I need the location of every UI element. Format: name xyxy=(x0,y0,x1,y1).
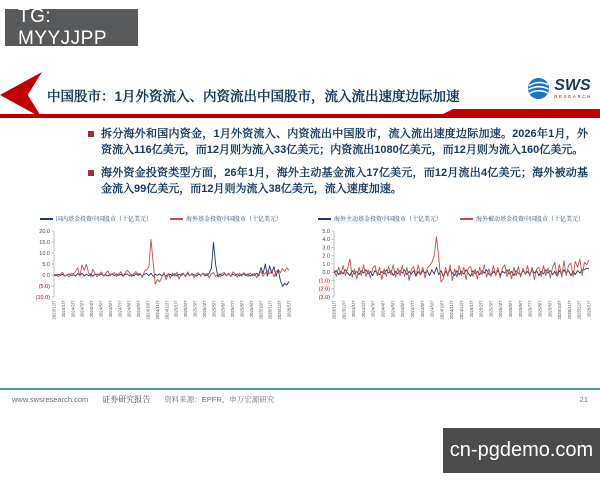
footer-url: www.swsresearch.com xyxy=(12,395,89,404)
x-axis-tick-label: 2023/11/7 xyxy=(331,300,337,320)
chart-active-vs-passive-funds xyxy=(308,214,594,359)
x-axis-tick-label: 2025/11/7 xyxy=(566,300,572,320)
x-axis-tick-label: 2024/10/7 xyxy=(439,300,445,320)
legend-line-swatch xyxy=(318,218,331,220)
bullet-item xyxy=(88,166,588,197)
y-axis-tick-label: (1.0) xyxy=(318,278,330,285)
y-axis-tick-label: 0.0 xyxy=(42,272,50,279)
x-axis-tick-label: 2024/7/7 xyxy=(117,300,123,318)
legend-label: 国内基金投资中国股市（十亿美元） xyxy=(55,217,152,223)
legend-item xyxy=(170,214,282,223)
slide-footer xyxy=(0,388,600,405)
x-axis-tick-label: 2026/1/7 xyxy=(286,300,292,318)
x-axis-tick-label: 2025/10/7 xyxy=(258,300,264,320)
chart-legend xyxy=(28,214,294,223)
x-axis-tick-label: 2023/12/7 xyxy=(341,300,347,320)
series-line xyxy=(54,239,289,284)
x-axis-tick-label: 2024/2/7 xyxy=(360,300,366,318)
x-axis-tick-label: 2025/5/7 xyxy=(211,300,217,318)
chart-legend xyxy=(308,214,594,223)
x-axis-tick-label: 2025/2/7 xyxy=(183,300,189,318)
x-axis-tick-label: 2024/2/7 xyxy=(70,300,76,318)
x-axis-tick-label: 2025/4/7 xyxy=(498,300,504,318)
header-red-band-accent xyxy=(435,109,600,118)
chart-domestic-vs-overseas-funds xyxy=(28,214,294,359)
x-axis-tick-label: 2025/4/7 xyxy=(201,300,207,318)
footer-source: 资料来源：EPFR，申万宏源研究 xyxy=(164,395,275,404)
y-axis-tick-label: 2.0 xyxy=(322,253,330,260)
x-axis-tick-label: 2025/10/7 xyxy=(557,300,563,320)
x-axis-tick-label: 2024/1/7 xyxy=(351,300,357,318)
x-axis-tick-label: 2024/6/7 xyxy=(107,300,113,318)
site-watermark-badge: cn-pgdemo.com xyxy=(443,428,600,473)
y-axis-tick-label: 4.0 xyxy=(322,237,330,244)
logo-text xyxy=(554,78,592,100)
x-axis-tick-label: 2024/11/7 xyxy=(154,300,160,320)
x-axis-tick-label: 2024/3/7 xyxy=(79,300,85,318)
x-axis-tick-label: 2024/3/7 xyxy=(370,300,376,318)
bullet-square-icon xyxy=(88,131,94,137)
x-axis-tick-label: 2025/1/7 xyxy=(173,300,179,318)
sws-logo xyxy=(527,77,592,100)
x-axis-tick-label: 2024/7/7 xyxy=(409,300,415,318)
legend-line-swatch xyxy=(40,218,53,220)
legend-item xyxy=(318,214,442,223)
x-axis-tick-label: 2025/12/7 xyxy=(277,300,283,320)
y-axis-tick-label: 5.0 xyxy=(42,261,50,268)
logo-name: SWS xyxy=(554,76,591,94)
bullet-square-icon xyxy=(88,170,94,176)
y-axis-tick-label: 5.0 xyxy=(322,228,330,235)
red-chevron-arrow-icon xyxy=(0,72,42,118)
legend-label: 海外被动基金投资中国股市（十亿美元） xyxy=(476,217,585,223)
bullet-text: 拆分海外和国内资金，1月外资流入、内资流出中国股市，流入流出速度边际加速。2026年1月，外资流入116亿美元，而12月则为流入33亿美元；内资流出1080亿美元，而12月则为流入160亿美元。 xyxy=(101,128,588,156)
x-axis-tick-label: 2025/2/7 xyxy=(478,300,484,318)
x-axis-tick-label: 2024/8/7 xyxy=(419,300,425,318)
x-axis-tick-label: 2024/9/7 xyxy=(429,300,435,318)
charts-row xyxy=(28,214,594,359)
x-axis-tick-label: 2024/11/7 xyxy=(449,300,455,320)
x-axis-tick-label: 2024/9/7 xyxy=(136,300,142,318)
x-axis-tick-label: 2024/5/7 xyxy=(390,300,396,318)
x-axis-tick-label: 2025/8/7 xyxy=(239,300,245,318)
x-axis-tick-label: 2025/8/7 xyxy=(537,300,543,318)
x-axis-tick-label: 2023/12/7 xyxy=(51,300,57,320)
legend-line-swatch xyxy=(460,218,473,220)
legend-item xyxy=(460,214,584,223)
x-axis-tick-label: 2026/1/7 xyxy=(586,300,592,318)
x-axis-tick-label: 2024/6/7 xyxy=(400,300,406,318)
footer-report-type: 证券研究报告 xyxy=(102,395,151,404)
y-axis-tick-label: 10.0 xyxy=(39,250,50,257)
y-axis-tick-label: 20.0 xyxy=(39,228,50,235)
x-axis-tick-label: 2025/6/7 xyxy=(220,300,226,318)
y-axis-tick-label: (10.0) xyxy=(35,294,50,301)
x-axis-tick-label: 2025/9/7 xyxy=(547,300,553,318)
sws-globe-icon xyxy=(527,77,550,100)
legend-label: 海外基金投资中国股市（十亿美元） xyxy=(186,217,283,223)
legend-line-swatch xyxy=(170,218,183,220)
y-axis-tick-label: (5.0) xyxy=(38,283,50,290)
x-axis-tick-label: 2025/1/7 xyxy=(468,300,474,318)
x-axis-tick-label: 2025/7/7 xyxy=(527,300,533,318)
series-line xyxy=(54,242,289,286)
chart-canvas xyxy=(28,227,294,359)
y-axis-tick-label: 0.0 xyxy=(322,270,330,277)
x-axis-tick-label: 2024/4/7 xyxy=(89,300,95,318)
x-axis-tick-label: 2025/7/7 xyxy=(230,300,236,318)
x-axis-tick-label: 2024/8/7 xyxy=(126,300,132,318)
bullet-item xyxy=(88,127,588,158)
x-axis-tick-label: 2024/5/7 xyxy=(98,300,104,318)
x-axis-tick-label: 2025/3/7 xyxy=(488,300,494,318)
page-title: 中国股市：1月外资流入、内资流出中国股市，流入流出速度边际加速 xyxy=(47,89,460,104)
y-axis-tick-label: 1.0 xyxy=(322,261,330,268)
tg-watermark-badge: TG: MYYJJPP xyxy=(5,9,138,46)
x-axis-tick-label: 2025/11/7 xyxy=(267,300,273,320)
x-axis-tick-label: 2024/10/7 xyxy=(145,300,151,320)
x-axis-tick-label: 2025/12/7 xyxy=(576,300,582,320)
y-axis-tick-label: 15.0 xyxy=(39,239,50,246)
logo-subtitle: RESEARCH xyxy=(554,93,592,99)
bullet-list xyxy=(88,127,588,205)
page-number: 21 xyxy=(579,395,588,404)
x-axis-tick-label: 2024/1/7 xyxy=(60,300,66,318)
x-axis-tick-label: 2025/5/7 xyxy=(508,300,514,318)
legend-label: 海外主动基金投资中国股市（十亿美元） xyxy=(333,217,442,223)
x-axis-tick-label: 2024/12/7 xyxy=(164,300,170,320)
x-axis-tick-label: 2025/3/7 xyxy=(192,300,198,318)
slide-header xyxy=(0,72,600,118)
chart-canvas xyxy=(308,227,594,359)
y-axis-tick-label: (2.0) xyxy=(318,286,330,293)
y-axis-tick-label: (3.0) xyxy=(318,294,330,301)
x-axis-tick-label: 2025/9/7 xyxy=(248,300,254,318)
x-axis-tick-label: 2024/4/7 xyxy=(380,300,386,318)
y-axis-tick-label: 3.0 xyxy=(322,245,330,252)
x-axis-tick-label: 2025/6/7 xyxy=(517,300,523,318)
x-axis-tick-label: 2024/12/7 xyxy=(459,300,464,320)
bullet-text: 海外资金投资类型方面，26年1月，海外主动基金流入17亿美元，而12月流出4亿美元；海外被动基金流入99亿美元，而12月则为流入38亿美元，流入速度加速。 xyxy=(101,167,588,195)
legend-item xyxy=(40,214,152,223)
